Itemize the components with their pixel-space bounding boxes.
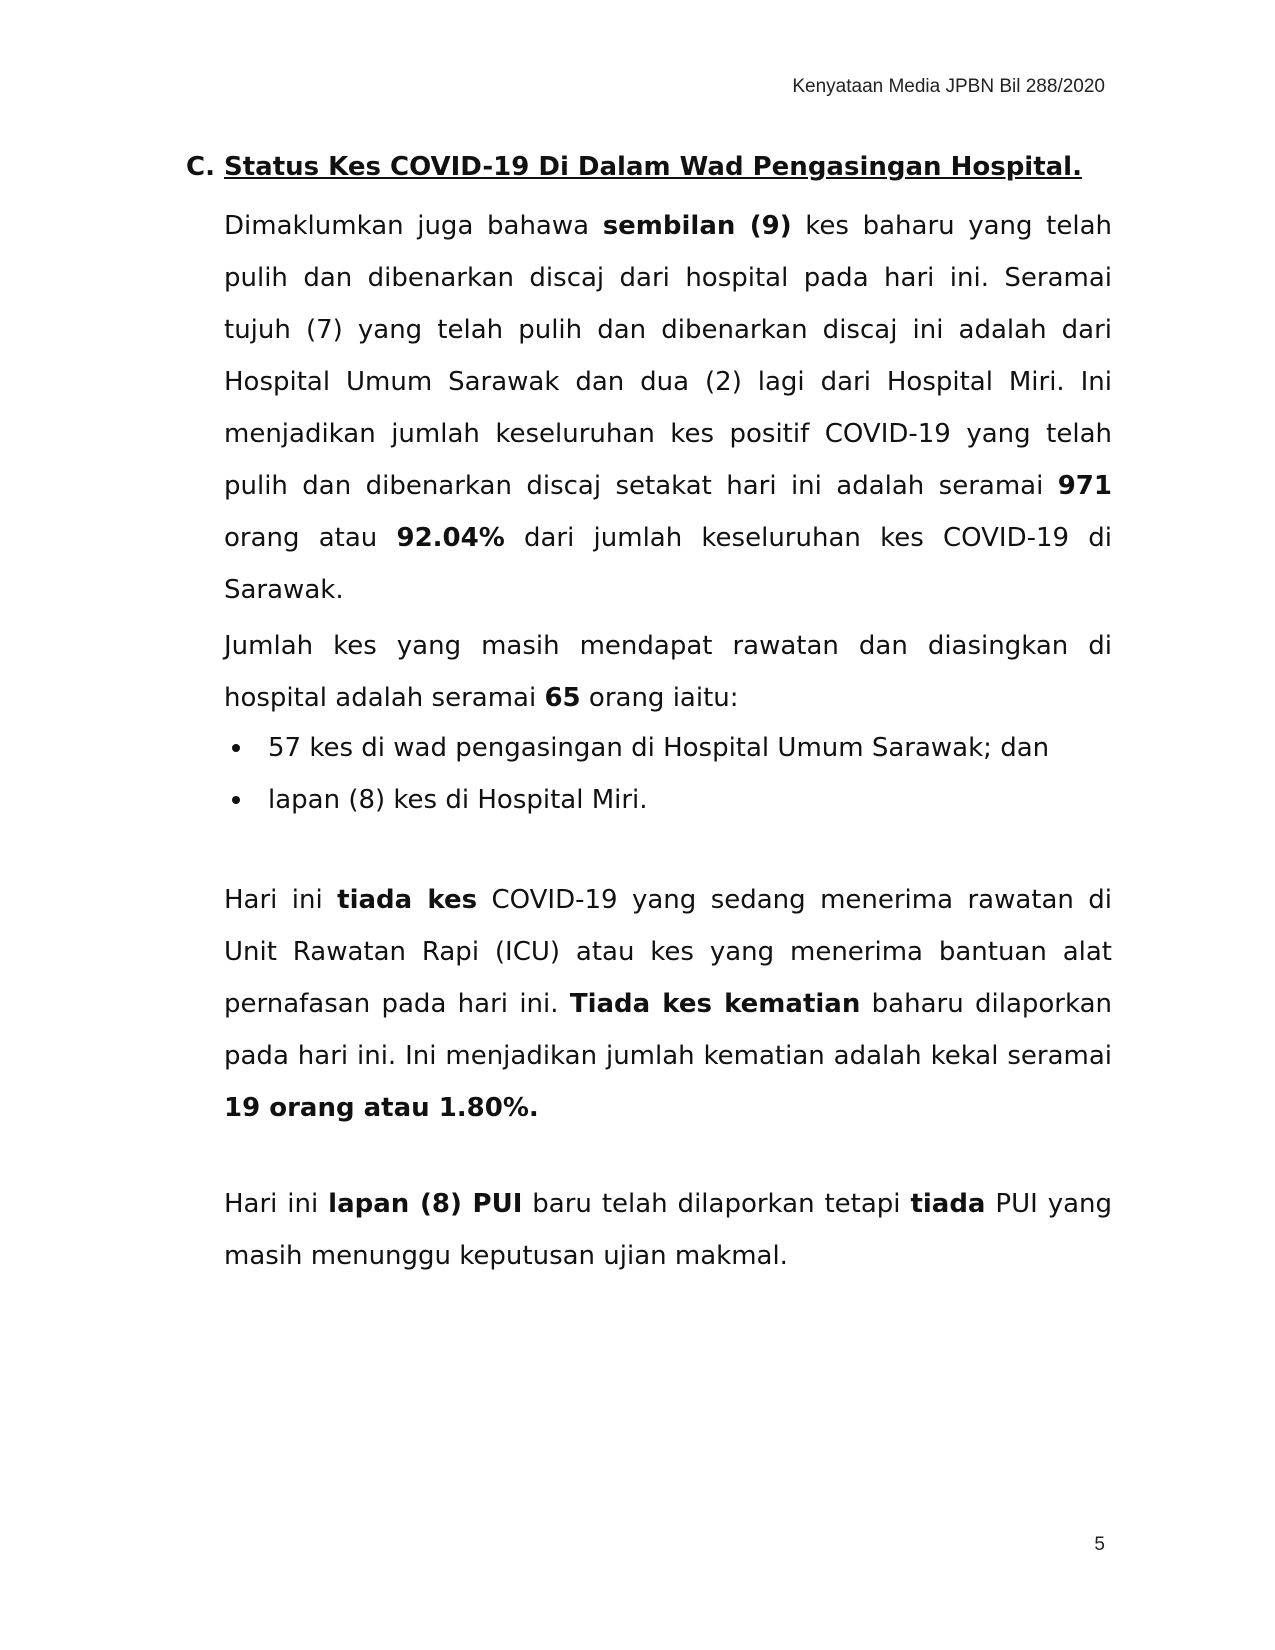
text-run: COVID-19 yang sedang menerima rawatan di Unit Rawatan Rapi (ICU) atau kes yang menerima bantuan alat pernafasan pada hari ini. bbox=[224, 885, 1112, 1019]
text-run: orang iaitu: bbox=[580, 683, 739, 713]
text-run: PUI yang masih menunggu keputusan ujian makmal. bbox=[224, 1189, 1112, 1271]
bold-run: tiada bbox=[910, 1189, 986, 1219]
bold-run: 65 bbox=[544, 683, 581, 713]
text-run: dari jumlah keseluruhan kes COVID-19 di Sarawak. bbox=[224, 523, 1112, 605]
bold-run: tiada kes bbox=[337, 885, 478, 915]
text-run: baru telah dilaporkan tetapi bbox=[522, 1189, 911, 1219]
paragraph-recovered bbox=[224, 200, 1112, 616]
bold-run: 19 orang atau 1.80%. bbox=[224, 1093, 539, 1123]
section-title: Status Kes COVID-19 Di Dalam Wad Pengasingan Hospital. bbox=[224, 152, 1082, 182]
text-run: Dimaklumkan juga bahawa bbox=[224, 211, 603, 241]
page-number: 5 bbox=[1094, 1534, 1105, 1555]
document-header: Kenyataan Media JPBN Bil 288/2020 bbox=[792, 76, 1105, 97]
bold-run: sembilan (9) bbox=[602, 211, 792, 241]
list-item bbox=[224, 722, 1112, 774]
section-letter: C. bbox=[186, 152, 215, 182]
paragraph-pui bbox=[224, 1178, 1112, 1282]
bullet-icon bbox=[232, 796, 240, 804]
hospital-list bbox=[224, 722, 1112, 826]
text-run: Hari ini bbox=[224, 1189, 329, 1219]
bullet-icon bbox=[232, 744, 240, 752]
paragraph-in-treatment bbox=[224, 620, 1112, 724]
list-item bbox=[224, 774, 1112, 826]
bold-run: 92.04% bbox=[396, 523, 505, 553]
text-run: Hari ini bbox=[224, 885, 338, 915]
text-run: kes baharu yang telah pulih dan dibenarkan discaj dari hospital pada hari ini. Seramai tujuh (7) yang telah pulih dan dibenarkan discaj ini adalah dari Hospital Umum Sarawak dan dua (2) lagi dari Hospital Miri. Ini menjadikan jumlah keseluruhan kes positif COVID-19 yang telah pulih dan dibenarkan discaj setakat hari ini adalah seramai bbox=[224, 211, 1112, 501]
bold-run: lapan (8) PUI bbox=[328, 1189, 523, 1219]
section-heading bbox=[186, 152, 1082, 182]
list-item-text: lapan (8) kes di Hospital Miri. bbox=[268, 785, 648, 815]
text-run: orang atau bbox=[224, 523, 397, 553]
list-item-text: 57 kes di wad pengasingan di Hospital Umum Sarawak; dan bbox=[268, 733, 1050, 763]
text-run: Jumlah kes yang masih mendapat rawatan dan diasingkan di hospital adalah seramai bbox=[224, 631, 1112, 713]
bold-run: 971 bbox=[1057, 471, 1112, 501]
text-run: baharu dilaporkan pada hari ini. Ini menjadikan jumlah kematian adalah kekal seramai bbox=[224, 989, 1112, 1071]
bold-run: Tiada kes kematian bbox=[569, 989, 861, 1019]
paragraph-icu-deaths bbox=[224, 874, 1112, 1134]
